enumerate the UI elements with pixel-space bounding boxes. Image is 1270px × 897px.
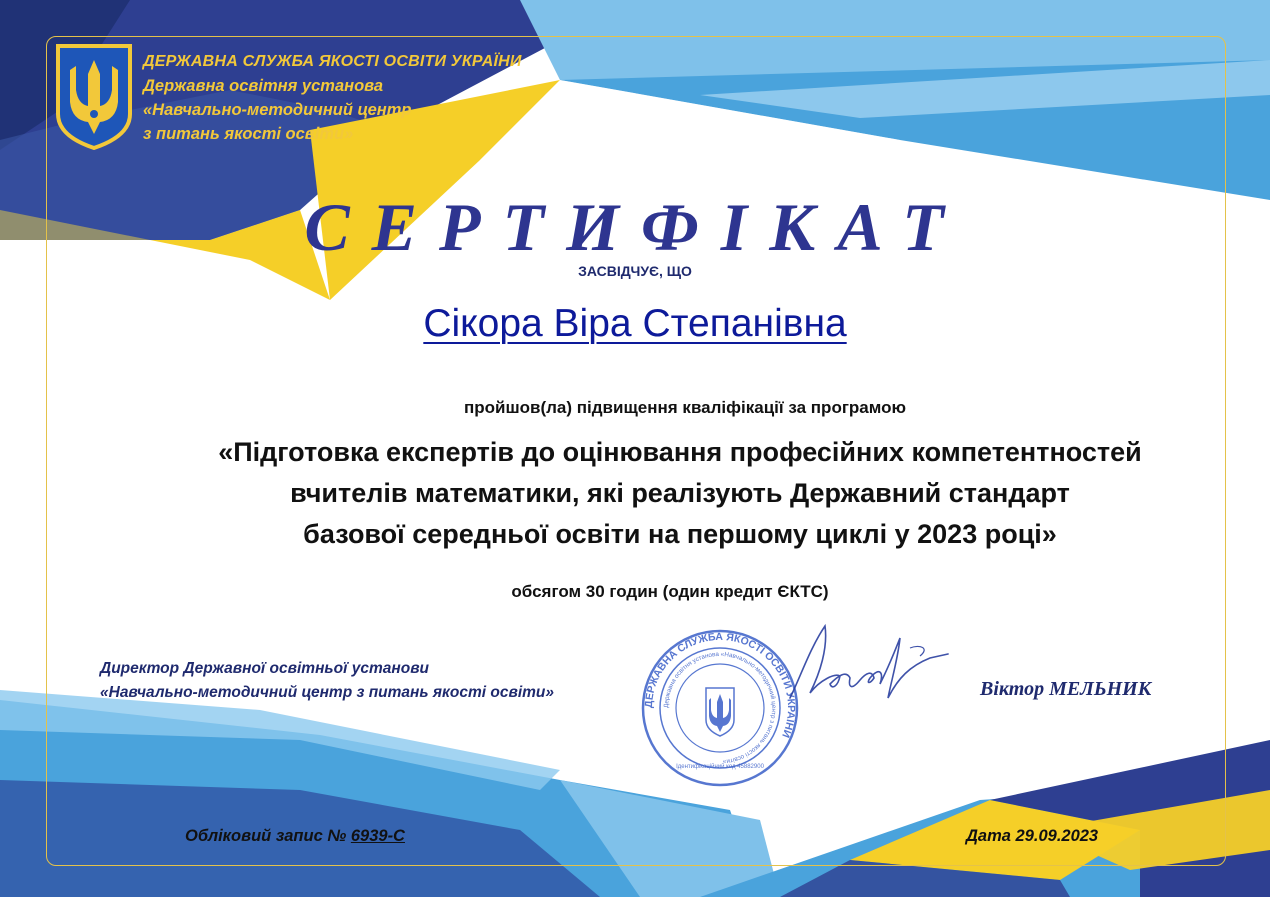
org-line-1: ДЕРЖАВНА СЛУЖБА ЯКОСТІ ОСВІТИ УКРАЇНИ <box>143 53 522 70</box>
handwritten-signature <box>780 618 960 708</box>
official-stamp-icon <box>640 628 800 788</box>
record-label: Обліковий запис № <box>185 827 347 845</box>
director-line-2: «Навчально-методичний центр з питань якості освіти» <box>100 684 555 701</box>
certifies-label: ЗАСВІДЧУЄ, ЩО <box>578 263 692 279</box>
director-title <box>100 657 554 705</box>
recipient-name: Сікора Віра Степанівна <box>423 302 847 345</box>
ukraine-trident-icon <box>54 44 134 150</box>
org-line-4: з питань якості освіти» <box>143 125 354 143</box>
signer-name: Віктор МЕЛЬНИК <box>980 678 1152 700</box>
director-line-1: Директор Державної освітньої установи <box>100 660 430 677</box>
organization-header <box>143 50 522 146</box>
certificate-title: СЕРТИФІКАТ <box>304 189 966 265</box>
stamp-outer-text: ДЕРЖАВНА СЛУЖБА ЯКОСТІ ОСВІТИ УКРАЇНИ <box>642 630 798 740</box>
org-line-3: «Навчально-методичний центр <box>143 101 412 119</box>
program-title <box>140 432 1220 555</box>
issue-date: Дата 29.09.2023 <box>966 827 1099 845</box>
stamp-trident-icon <box>706 688 734 736</box>
record-number: 6939-С <box>350 827 405 845</box>
org-line-2: Державна освітня установа <box>143 77 384 95</box>
passed-statement: пройшов(ла) підвищення кваліфікації за програмою <box>463 398 907 417</box>
program-line-3: базової середньої освіти на першому циклі у 2023 році» <box>303 519 1057 549</box>
record-entry <box>185 827 405 846</box>
course-volume: обсягом 30 годин (один кредит ЄКТС) <box>511 582 829 601</box>
program-line-2: вчителів математики, які реалізують Державний стандарт <box>290 478 1070 508</box>
program-line-1: «Підготовка експертів до оцінювання професійних компетентностей <box>218 437 1142 467</box>
stamp-inner-text: Державна освітня установа «Навчально-методичний центр з питань якості освіти» <box>662 650 778 765</box>
stamp-code-text: Ідентифікаційний код 45882900 <box>676 764 764 770</box>
